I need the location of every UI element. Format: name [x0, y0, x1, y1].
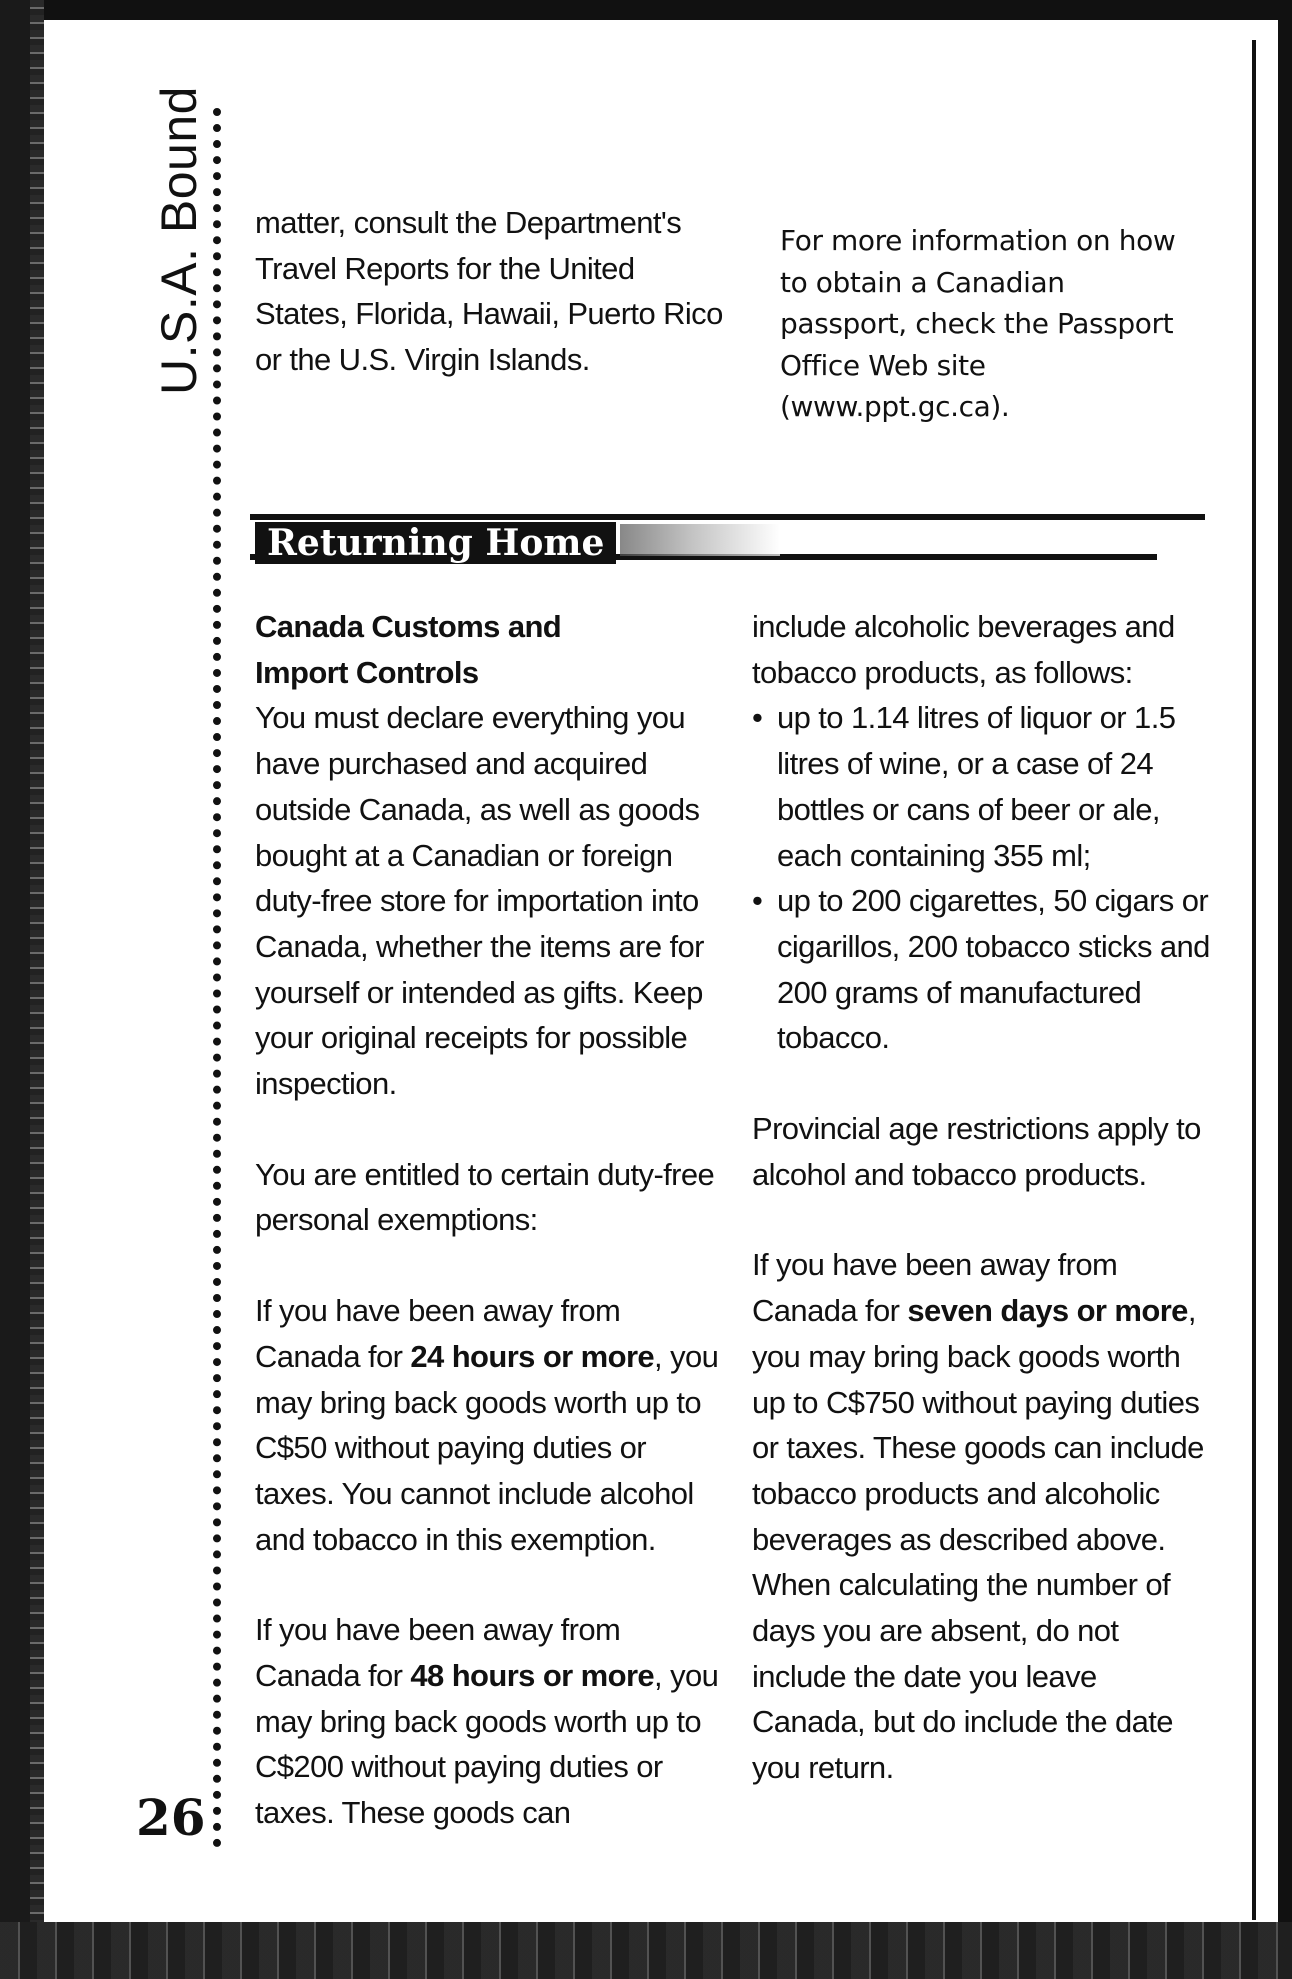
- bullet-alcohol: • up to 1.14 litres of liquor or 1.5 litres of wine, or a case of 24 bottles or cans of beer or ale, each containing 355 ml;: [752, 695, 1212, 878]
- page-number: 26: [136, 1788, 206, 1847]
- top-left-text-block: [255, 200, 725, 383]
- subheading: Canada Customs and Import Controls: [255, 609, 562, 690]
- scan-edge-left: [0, 0, 40, 1979]
- declare-paragraph: You must declare everything you have purchased and acquired outside Canada, as well as goods bought at a Canadian or foreign duty-free store for importation into Canada, whether the items are for yourself or intended as gifts. Keep your original receipts for possible inspection.: [255, 700, 704, 1102]
- allowance-intro: include alcoholic beverages and tobacco products, as follows:: [752, 609, 1175, 690]
- scan-edge-right: [1278, 0, 1292, 1979]
- dotted-rule: [213, 108, 221, 1848]
- exemption-48-hours: If you have been away from Canada for 48 hours or more, you may bring back goods worth up to C$200 without paying duties or taxes. These goods can: [255, 1612, 719, 1831]
- section-heading: [250, 514, 1205, 566]
- top-left-paragraph: matter, consult the Department's Travel Reports for the United States, Florida, Hawaii, Puerto Rico or the U.S. Virgin Islands.: [255, 205, 723, 378]
- bullet-icon: •: [752, 700, 763, 736]
- scan-edge-bottom: [0, 1922, 1292, 1979]
- heading-rule-top: [250, 514, 1205, 520]
- section-title: Returning Home: [255, 522, 616, 564]
- heading-fade: [620, 524, 780, 556]
- left-column: [255, 604, 725, 1836]
- right-column: [752, 604, 1212, 1791]
- scan-edge-top: [0, 0, 1292, 20]
- passport-note-text: For more information on how to obtain a Canadian passport, check the Passport Office Web site (www.ppt.gc.ca).: [780, 224, 1176, 423]
- exemptions-paragraph: You are entitled to certain duty-free personal exemptions:: [255, 1156, 715, 1238]
- bullet-tobacco: • up to 200 cigarettes, 50 cigars or cigarillos, 200 tobacco sticks and 200 grams of manufactured tobacco.: [752, 878, 1212, 1061]
- exemption-24-hours: If you have been away from Canada for 24 hours or more, you may bring back goods worth up to C$50 without paying duties or taxes. You cannot include alcohol and tobacco in this exemption.: [255, 1293, 719, 1557]
- running-head: U.S.A. Bound: [151, 86, 207, 395]
- bullet-icon: •: [752, 883, 763, 919]
- exemption-seven-days: If you have been away from Canada for seven days or more, you may bring back goods worth up to C$750 without paying duties or taxes. These goods can include tobacco products and alcoholic beverages as described above. When calculating the number of days you are absent, do not include the date you leave Canada, but do include the date you return.: [752, 1247, 1204, 1786]
- age-restrictions-paragraph: Provincial age restrictions apply to alcohol and tobacco products.: [752, 1111, 1201, 1192]
- passport-note: [780, 220, 1180, 428]
- page-border-right: [1252, 40, 1256, 1920]
